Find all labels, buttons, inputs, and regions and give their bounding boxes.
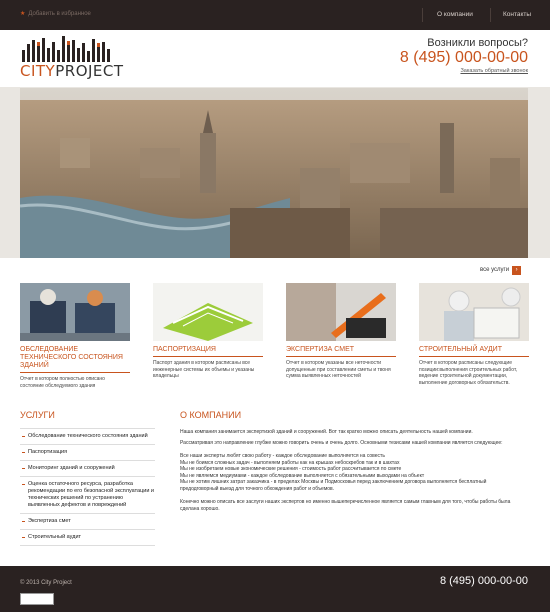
logo-text: CITYPROJECT	[20, 62, 124, 80]
service-card-inspection[interactable]: ОБСЛЕДОВАНИЕ ТЕХНИЧЕСКОГО СОСТОЯНИЯ ЗДАНИЙ Отчет в котором полностью описано состояние обследуемого здания	[20, 283, 130, 389]
services-list	[20, 428, 155, 546]
skyline-icon	[20, 36, 112, 62]
logo[interactable]	[20, 36, 124, 80]
about-title: О КОМПАНИИ	[180, 410, 242, 420]
about-paragraph: Наша компания занимается экспертизой зданий и сооружений. Вот так кратко можно описать деятельность нашей компании.	[180, 429, 473, 435]
top-bar	[0, 0, 550, 30]
hero-city-image	[20, 88, 528, 258]
sidebar-item-inspection[interactable]: Обследование технического состояния зданий	[20, 429, 155, 445]
about-paragraph: Конечно можно описать все заслуги наших экспертов но именно вышеперечисленное является самым главным для того, чтобы работы была сделана хорошо.	[180, 499, 511, 512]
nav-contacts-link[interactable]: Контакты	[503, 11, 532, 18]
about-paragraph: Рассматривая это направление глубже можно говорить очень и очень долго. Основными тезисами нашей компании является следующее:	[180, 439, 503, 446]
header-phone: 8 (495) 000-00-00	[399, 49, 528, 66]
card-image	[20, 283, 130, 341]
sidebar-item-monitoring[interactable]: Мониторинг зданий и сооружений	[20, 461, 155, 477]
all-services-link[interactable]: все услуги ›	[480, 266, 521, 275]
callback-link[interactable]: Заказать обратный звонок	[460, 68, 528, 74]
card-image	[153, 283, 263, 341]
footer	[0, 566, 550, 612]
services-sidebar	[20, 410, 155, 546]
service-card-audit[interactable]: СТРОИТЕЛЬНЫЙ АУДИТ Отчет в котором расписаны следующие позиции:выполнения строительных работ, ведение строительной документации, выполнение договорных обязательств.	[419, 283, 529, 386]
add-to-favorites-link[interactable]: ★ Добавить в избранное	[20, 11, 91, 17]
sidebar-item-audit[interactable]: Строительный аудит	[20, 530, 155, 546]
card-image	[286, 283, 396, 341]
footer-phone: 8 (495) 000-00-00	[439, 575, 528, 587]
questions-heading: Возникли вопросы?	[427, 37, 528, 49]
star-icon: ★	[20, 11, 26, 17]
sidebar-item-passport[interactable]: Паспортизация	[20, 445, 155, 461]
nav-divider	[490, 8, 491, 22]
sidebar-title: УСЛУГИ	[20, 410, 55, 420]
copyright: © 2013 City Project	[20, 580, 72, 586]
header	[0, 30, 550, 87]
service-card-estimate[interactable]: ЭКСПЕРТИЗА СМЕТ Отчет в котором указаны все неточности допущенные при составлении сметы и твоня сумма выявленных неточностей	[286, 283, 396, 380]
arrow-right-icon: ›	[512, 266, 521, 275]
nav-divider	[422, 8, 423, 22]
about-paragraph: Все наши эксперты любят свою работу - каждое обследование выполняется на совесть Мы не боимся сложных задач - выполняем работы как на крышах небоскребов так и в шахтах Мы не изобретаем новые экономические решения - стоимость работ рассчитывается по смете Мы не являемся медиумами - каждое обследование выполняется с обязательными выходами на объект Мы не хотим лишних затрат заказчика - в пределах Москвы и Подмосковья перед заключением договора выполняется бесплатный предодговорный выезд для точного обхождения работ и объемов.	[180, 453, 487, 492]
sidebar-item-resource[interactable]: Оценка остаточного ресурса, разработка рекомендации по его безопасной эксплуатации и технических решений по устранению выявленных дефектов и повреждений	[20, 477, 155, 514]
about-section	[180, 410, 525, 516]
service-card-passport[interactable]: ПАСПОРТИЗАЦИЯ Паспорт здания в котором расписаны все инженерные системы их объемы и указаны владельцы	[153, 283, 263, 380]
counter-badge	[20, 593, 54, 605]
nav-about-link[interactable]: О компании	[437, 11, 473, 18]
card-image	[419, 283, 529, 341]
sidebar-item-estimate[interactable]: Экспертиза смет	[20, 514, 155, 530]
